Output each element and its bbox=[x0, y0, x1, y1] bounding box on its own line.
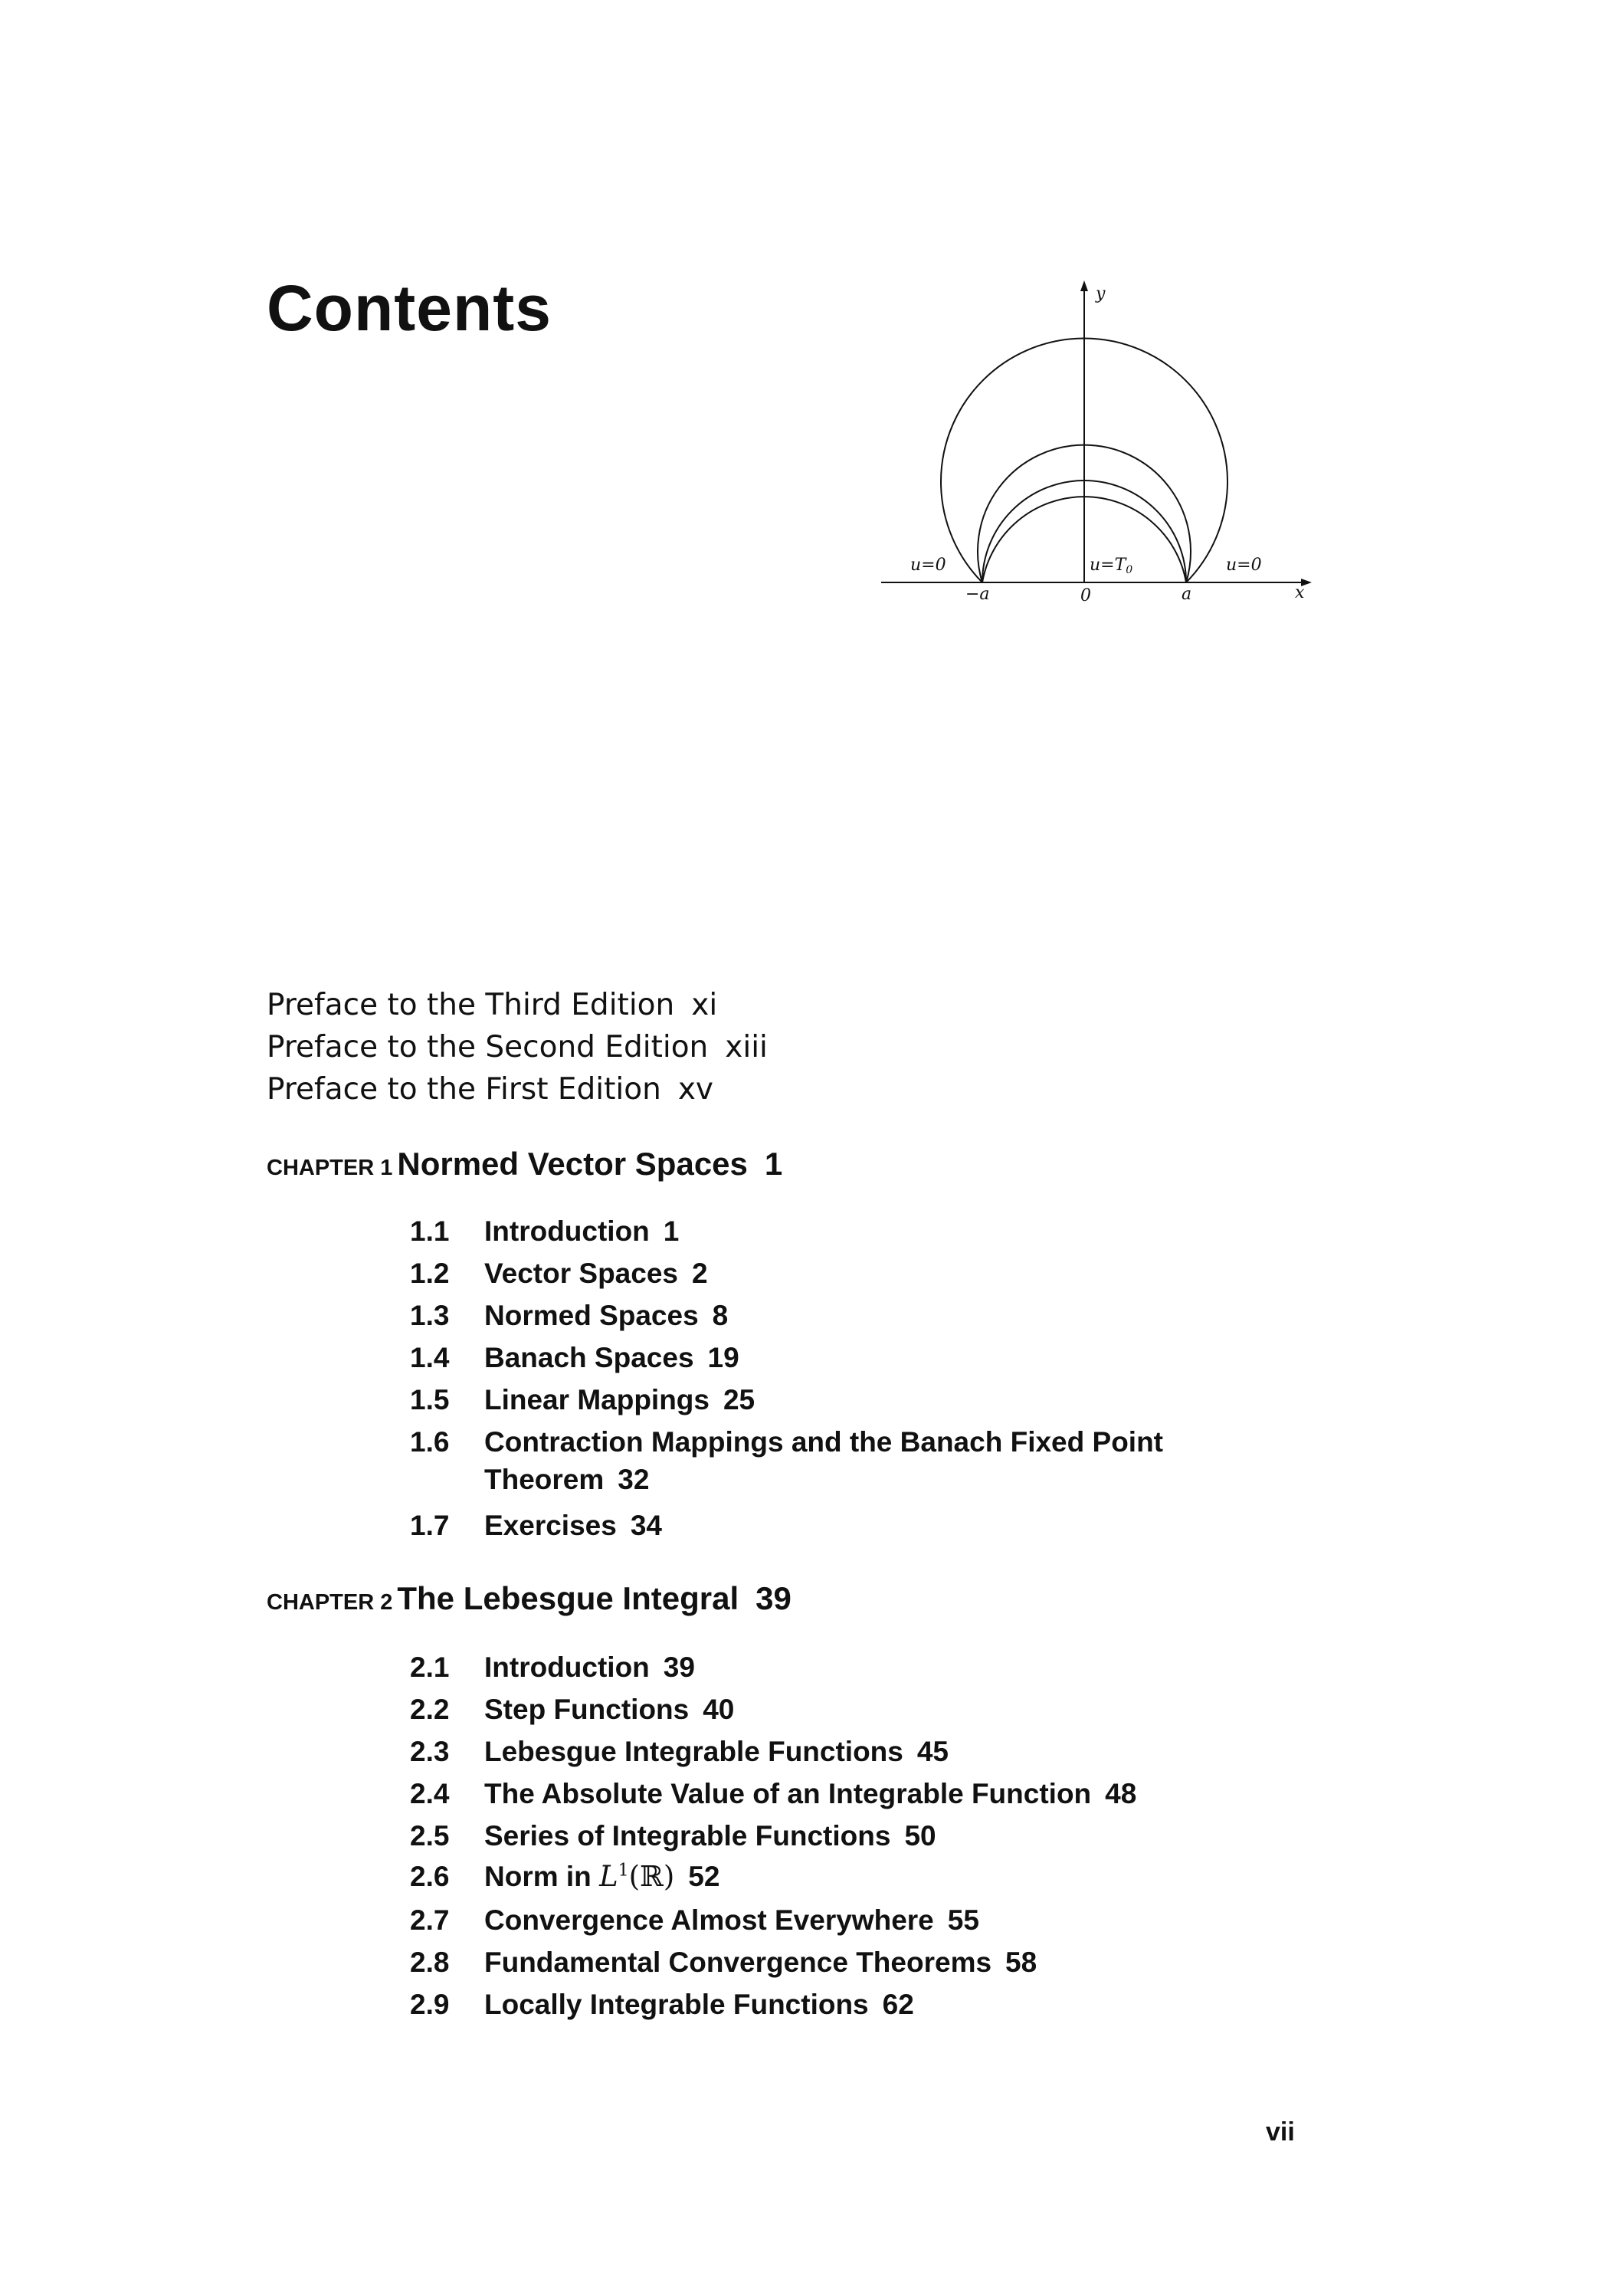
section-page: 8 bbox=[712, 1300, 729, 1331]
section-number: 2.7 bbox=[410, 1904, 450, 1936]
section-title: The Absolute Value of an Integrable Function bbox=[484, 1778, 1092, 1809]
section-title: Norm in bbox=[484, 1861, 592, 1892]
section-number: 1.7 bbox=[410, 1510, 450, 1541]
section-page: 52 bbox=[688, 1861, 720, 1892]
section-page: 2 bbox=[691, 1258, 708, 1289]
section-page: 25 bbox=[723, 1384, 755, 1415]
boundary-label-left: u=0 bbox=[910, 556, 946, 575]
section-entry[interactable] bbox=[410, 1737, 949, 1766]
preface-title: Preface to the Third Edition bbox=[267, 988, 675, 1022]
section-title: Step Functions bbox=[484, 1694, 690, 1725]
section-page: 34 bbox=[630, 1510, 662, 1541]
chapter-label: CHAPTER 2 bbox=[267, 1590, 393, 1615]
semicircle-figure bbox=[866, 276, 1326, 621]
y-axis-label: y bbox=[1096, 284, 1106, 303]
section-number: 1.5 bbox=[410, 1384, 450, 1415]
section-title: Series of Integrable Functions bbox=[484, 1820, 891, 1852]
section-page: 39 bbox=[663, 1651, 695, 1683]
section-page: 48 bbox=[1105, 1778, 1137, 1809]
section-entry[interactable] bbox=[410, 1779, 1136, 1808]
section-page: 32 bbox=[618, 1464, 650, 1495]
page-title: Contents bbox=[267, 272, 552, 344]
section-page: 50 bbox=[904, 1820, 936, 1852]
section-page: 58 bbox=[1005, 1947, 1037, 1978]
section-entry[interactable] bbox=[410, 1217, 679, 1245]
section-title: Fundamental Convergence Theorems bbox=[484, 1947, 992, 1978]
section-number: 2.9 bbox=[410, 1989, 450, 2020]
tick-label-a: a bbox=[1182, 585, 1192, 604]
section-entry[interactable] bbox=[410, 1948, 1037, 1976]
section-page: 55 bbox=[947, 1904, 979, 1936]
tick-label-neg-a: −a bbox=[965, 585, 990, 604]
section-number: 2.5 bbox=[410, 1820, 450, 1852]
section-entry[interactable] bbox=[410, 1653, 695, 1681]
preface-title: Preface to the First Edition bbox=[267, 1072, 661, 1107]
boundary-label-right: u=0 bbox=[1226, 556, 1262, 575]
section-title: Contraction Mappings and the Banach Fixed Point bbox=[484, 1426, 1163, 1458]
section-entry[interactable] bbox=[410, 1695, 734, 1724]
chapter-title: The Lebesgue Integral bbox=[397, 1580, 739, 1616]
section-page: 1 bbox=[663, 1215, 680, 1247]
section-title: Lebesgue Integrable Functions bbox=[484, 1736, 903, 1767]
section-title: Linear Mappings bbox=[484, 1384, 710, 1415]
section-title-continuation: Theorem bbox=[484, 1464, 605, 1495]
section-page: 40 bbox=[703, 1694, 735, 1725]
section-number: 2.2 bbox=[410, 1694, 450, 1725]
section-title: Exercises bbox=[484, 1510, 617, 1541]
section-entry[interactable] bbox=[410, 1343, 739, 1372]
section-entry[interactable] bbox=[410, 1259, 708, 1287]
section-number: 1.1 bbox=[410, 1215, 450, 1247]
chapter-page: 1 bbox=[764, 1146, 783, 1182]
section-number: 2.4 bbox=[410, 1778, 450, 1809]
section-page: 19 bbox=[707, 1342, 739, 1373]
section-number: 1.6 bbox=[410, 1426, 450, 1458]
section-entry[interactable] bbox=[410, 1386, 755, 1414]
section-entry[interactable] bbox=[410, 1511, 662, 1540]
section-number: 2.8 bbox=[410, 1947, 450, 1978]
section-title: Vector Spaces bbox=[484, 1258, 678, 1289]
section-entry[interactable] bbox=[410, 1822, 936, 1850]
boundary-label-center: u=T0 bbox=[1090, 556, 1133, 576]
section-number: 1.2 bbox=[410, 1258, 450, 1289]
section-entry[interactable] bbox=[410, 1906, 979, 1934]
preface-entry[interactable] bbox=[267, 1032, 768, 1062]
preface-page: xi bbox=[691, 988, 718, 1022]
section-title: Locally Integrable Functions bbox=[484, 1989, 869, 2020]
preface-page: xv bbox=[677, 1072, 713, 1107]
section-entry[interactable] bbox=[410, 1428, 1163, 1456]
l1-norm-math: $L^1(ℝ)$ bbox=[599, 1860, 675, 1893]
section-number: 1.4 bbox=[410, 1342, 450, 1373]
section-page: 45 bbox=[916, 1736, 949, 1767]
section-title: Introduction bbox=[484, 1651, 650, 1683]
section-title: Introduction bbox=[484, 1215, 650, 1247]
preface-entry[interactable] bbox=[267, 1072, 713, 1107]
section-number: 2.3 bbox=[410, 1736, 450, 1767]
chapter-title: Normed Vector Spaces bbox=[397, 1146, 748, 1182]
section-entry[interactable] bbox=[410, 1301, 728, 1330]
chapter-label: CHAPTER 1 bbox=[267, 1156, 393, 1180]
section-entry[interactable] bbox=[410, 1990, 914, 2019]
section-page: 62 bbox=[882, 1989, 914, 2020]
section-title: Banach Spaces bbox=[484, 1342, 694, 1373]
preface-title: Preface to the Second Edition bbox=[267, 1030, 709, 1064]
tick-label-zero: 0 bbox=[1080, 586, 1091, 605]
y-axis-arrow-icon bbox=[1080, 280, 1088, 291]
chapter-page: 39 bbox=[755, 1580, 792, 1616]
section-number: 1.3 bbox=[410, 1300, 450, 1331]
section-entry[interactable] bbox=[410, 1862, 719, 1891]
chapter-heading[interactable] bbox=[267, 1148, 782, 1180]
preface-entry[interactable] bbox=[267, 990, 717, 1020]
page-number: vii bbox=[1266, 2117, 1295, 2147]
section-title: Normed Spaces bbox=[484, 1300, 699, 1331]
section-entry-continuation[interactable] bbox=[484, 1465, 649, 1494]
section-number: 2.1 bbox=[410, 1651, 450, 1683]
preface-page: xiii bbox=[725, 1030, 768, 1064]
chapter-heading[interactable] bbox=[267, 1580, 792, 1616]
section-title: Convergence Almost Everywhere bbox=[484, 1904, 934, 1936]
section-number: 2.6 bbox=[410, 1861, 450, 1892]
x-axis-label: x bbox=[1295, 583, 1305, 602]
